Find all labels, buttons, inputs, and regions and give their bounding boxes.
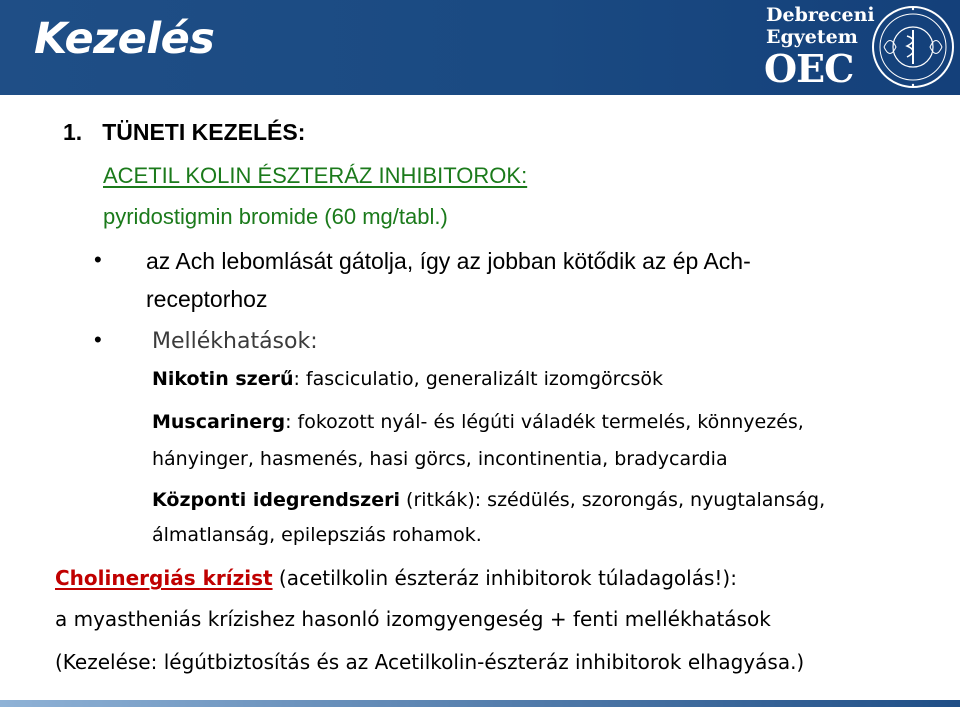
crisis-text: (acetilkolin észteráz inhibitorok túladagolás!): <box>272 566 737 590</box>
cns-text: (ritkák): szédülés, szorongás, nyugtalanság, <box>400 489 826 511</box>
university-seal-icon <box>870 4 956 90</box>
muscarin-text: : fokozott nyál- és légúti váladék termelés, könnyezés, <box>285 411 804 433</box>
mechanism-line1: az Ach lebomlását gátolja, így az jobban kötődik az ép Ach- <box>146 248 751 274</box>
crisis-treatment: (Kezelése: légútbiztosítás és az Acetilkolin-észteráz inhibitorok elhagyása.) <box>55 650 805 674</box>
nikotin-text: : fasciculatio, generalizált izomgörcsök <box>293 368 664 390</box>
nikotin-effects <box>152 370 663 389</box>
logo-text-oec: OEC <box>764 46 854 91</box>
title-bar <box>0 0 960 95</box>
cns-effects <box>152 491 825 510</box>
university-logo <box>762 4 958 92</box>
crisis-label: Cholinergiás krízist <box>55 566 273 590</box>
bullet-dot: • <box>94 327 102 352</box>
muscarin-label: Muscarinerg <box>152 411 286 433</box>
drug-class-label: ACETIL KOLIN ÉSZTERÁZ INHIBITOROK: <box>103 163 528 188</box>
cns-effects-line2: álmatlanság, epilepsziás rohamok. <box>152 524 482 546</box>
logo-text-line2: Egyetem <box>766 26 858 48</box>
side-effects-heading: Mellékhatások: <box>152 329 318 354</box>
section-title: TÜNETI KEZELÉS: <box>102 119 306 145</box>
slide-title: Kezelés <box>34 14 215 64</box>
bullet-dot: • <box>94 247 102 272</box>
logo-text-line1: Debreceni <box>766 4 875 26</box>
muscarin-effects <box>152 413 804 432</box>
cholinergic-crisis <box>55 568 737 588</box>
bottom-rule <box>0 700 960 707</box>
mechanism-line2: receptorhoz <box>146 286 268 312</box>
muscarin-effects-line2: hányinger, hasmenés, hasi görcs, incontinentia, bradycardia <box>152 448 728 470</box>
section-number: 1. <box>63 119 83 145</box>
drug-label: pyridostigmin bromide (60 mg/tabl.) <box>103 204 448 229</box>
crisis-description: a myastheniás krízishez hasonló izomgyengeség + fenti mellékhatások <box>55 607 771 631</box>
nikotin-label: Nikotin szerű <box>152 368 294 390</box>
section-heading <box>63 121 305 144</box>
cns-label: Központi idegrendszeri <box>152 489 401 511</box>
